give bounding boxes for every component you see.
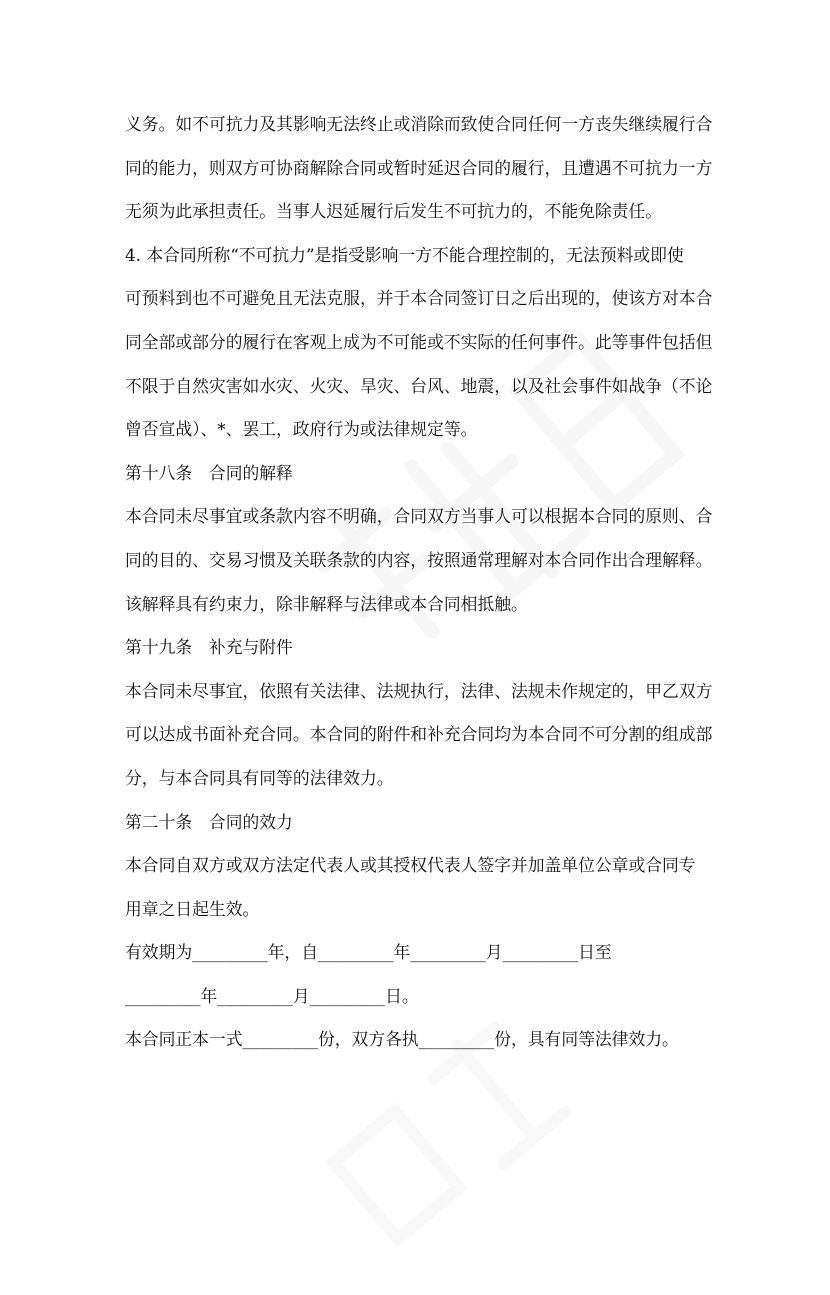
- paragraph-line: 可以达成书面补充合同。本合同的附件和补充合同均为本合同不可分割的组成部: [125, 724, 713, 745]
- contract-text: [125, 103, 717, 1062]
- section-heading: 第十九条 补充与附件: [125, 637, 293, 658]
- paragraph-line: 本合同自双方或双方法定代表人或其授权代表人签字并加盖单位公章或合同专: [125, 855, 696, 876]
- paragraph-line: 同的能力，则双方可协商解除合同或暂时延迟合同的履行，且遭遇不可抗力一方: [125, 157, 713, 178]
- paragraph-line: 曾否宣战）、*、罢工，政府行为或法律规定等。: [125, 419, 478, 440]
- paragraph-line: 分，与本合同具有同等的法律效力。: [125, 767, 394, 788]
- paragraph-line: 无须为此承担责任。当事人迟延履行后发生不可抗力的，不能免除责任。: [125, 201, 663, 222]
- paragraph-line: 用章之日起生效。: [125, 898, 260, 919]
- validity-period-line: 有效期为_________年，自_________年_________月_________日至: [125, 942, 612, 963]
- paragraph-line: 同的目的、交易习惯及关联条款的内容，按照通常理解对本合同作出合理解释。: [125, 549, 713, 570]
- paragraph-line: 可预料到也不可避免且无法克服，并于本合同签订日之后出现的，使该方对本合: [125, 288, 713, 309]
- section-heading: 第十八条 合同的解释: [125, 462, 293, 483]
- copies-line: 本合同正本一式_________份，双方各执_________份，具有同等法律效力。: [125, 1029, 679, 1050]
- section-heading: 第二十条 合同的效力: [125, 811, 293, 832]
- paragraph-line: 同全部或部分的履行在客观上成为不可能或不实际的任何事件。此等事件包括但: [125, 331, 713, 352]
- paragraph-line: 本合同未尽事宜，依照有关法律、法规执行，法律、法规未作规定的，甲乙双方: [125, 680, 713, 701]
- paragraph-line: 本合同未尽事宜或条款内容不明确，合同双方当事人可以根据本合同的原则、合: [125, 506, 713, 527]
- paragraph-line: 4. 本合同所称“不可抗力”是指受影响一方不能合理控制的，无法预料或即使: [125, 244, 684, 265]
- paragraph-line: 该解释具有约束力，除非解释与法律或本合同相抵触。: [125, 593, 528, 614]
- paragraph-line: 不限于自然灾害如水灾、火灾、旱灾、台风、地震，以及社会事件如战争（不论: [125, 375, 713, 396]
- paragraph-line: 义务。如不可抗力及其影响无法终止或消除而致使合同任何一方丧失继续履行合: [125, 114, 713, 134]
- validity-period-line: _________年_________月_________日。: [125, 985, 419, 1006]
